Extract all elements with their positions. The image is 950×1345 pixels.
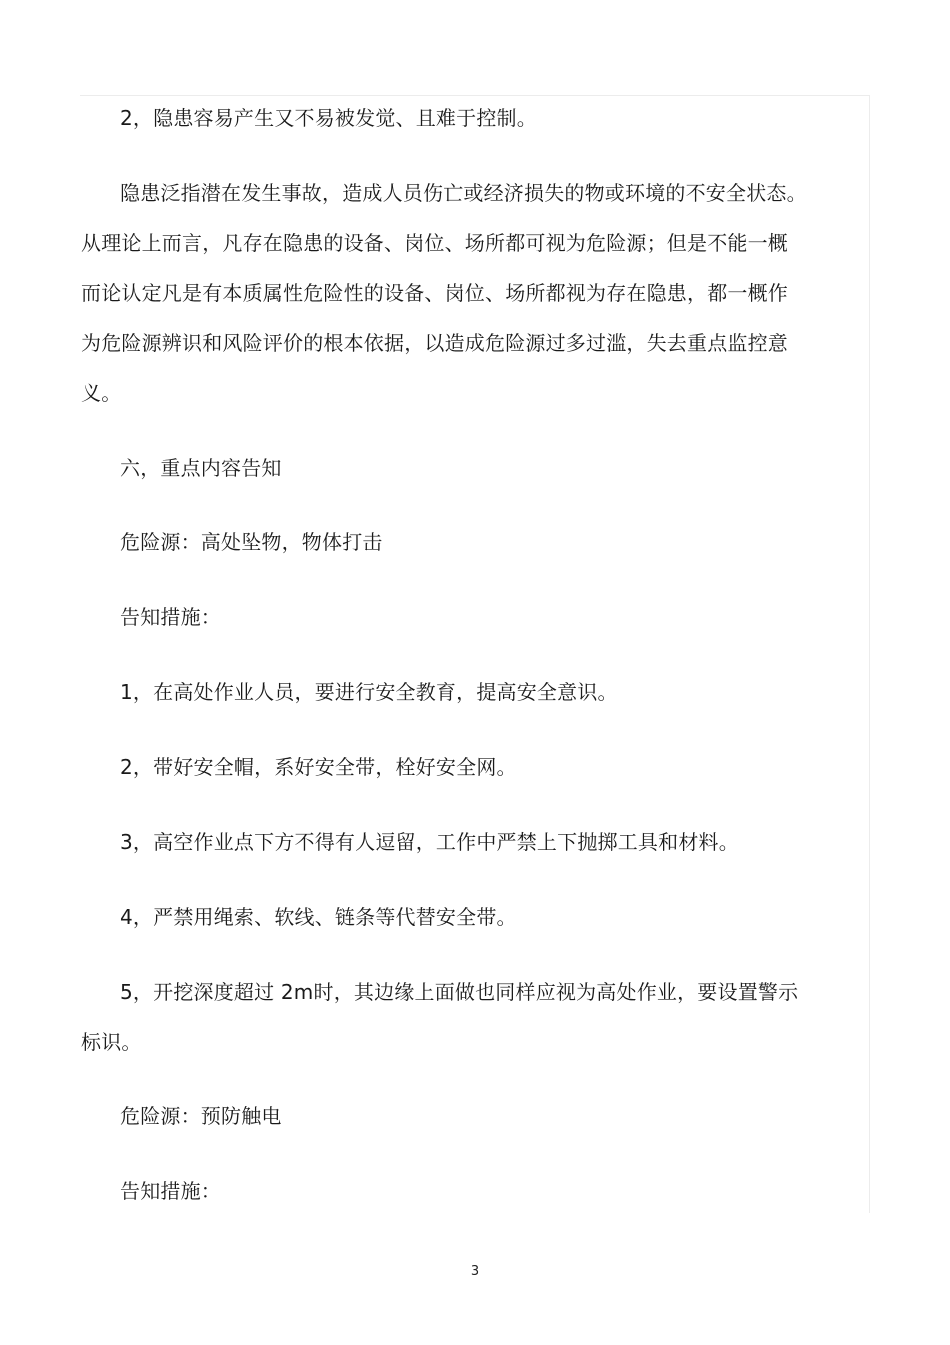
paragraph-hazard-definition-line-1: 隐患泛指潜在发生事故，造成人员伤亡或经济损失的物或环境的不安全状态。: [120, 181, 807, 205]
list-item-2-difficult-control: 2，隐患容易产生又不易被发觉、且难于控制。: [120, 106, 537, 130]
paragraph-hazard-definition-line-5: 义。: [81, 381, 122, 405]
notice-measures-label-1: 告知措施：: [120, 605, 221, 629]
paragraph-hazard-definition-line-3: 而论认定凡是有本质属性危险性的设备、岗位、场所都视为存在隐患，都一概作: [81, 281, 788, 305]
hazard-source-falling-objects: 危险源：高处坠物，物体打击: [120, 530, 383, 554]
measure-item-5-line-1: 5，开挖深度超过 2m时，其边缘上面做也同样应视为高处作业，要设置警示: [120, 980, 799, 1004]
measure-item-4: 4，严禁用绳索、软线、链条等代替安全带。: [120, 905, 517, 929]
measure-item-1: 1，在高处作业人员，要进行安全教育，提高安全意识。: [120, 680, 618, 704]
page-number: 3: [470, 1264, 480, 1279]
page-border-right: [869, 95, 870, 1213]
paragraph-hazard-definition-line-4: 为危险源辨识和风险评价的根本依据，以造成危险源过多过滥，失去重点监控意: [81, 331, 788, 355]
measure-item-5-line-2: 标识。: [81, 1030, 142, 1054]
page-border-top: [80, 95, 870, 96]
notice-measures-label-2: 告知措施：: [120, 1179, 221, 1203]
paragraph-hazard-definition-line-2: 从理论上而言，凡存在隐患的设备、岗位、场所都可视为危险源；但是不能一概: [81, 231, 788, 255]
measure-item-2: 2，带好安全帽，系好安全带，栓好安全网。: [120, 755, 517, 779]
measure-item-3: 3，高空作业点下方不得有人逗留，工作中严禁上下抛掷工具和材料。: [120, 830, 739, 854]
section-heading-6: 六，重点内容告知: [120, 456, 282, 480]
hazard-source-electric-shock: 危险源：预防触电: [120, 1104, 282, 1128]
